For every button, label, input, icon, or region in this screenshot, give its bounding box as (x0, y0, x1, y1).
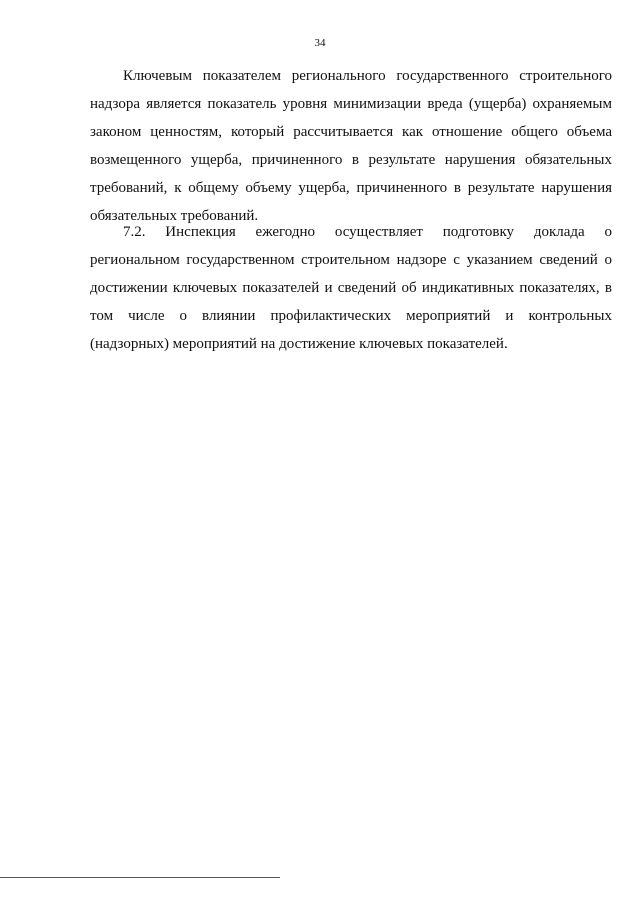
paragraph-line: обязательных требований. (90, 208, 259, 224)
paragraph-line: том числе о влиянии профилактических мероприятий и контрольных (90, 308, 612, 324)
paragraph-line: 7.2. Инспекция ежегодно осуществляет подготовку доклада о (123, 224, 612, 240)
paragraph-line: законом ценностям, который рассчитывается как отношение общего объема (90, 124, 612, 140)
paragraph-line: достижении ключевых показателей и сведений об индикативных показателях, в (90, 280, 612, 296)
paragraph-line: требований, к общему объему ущерба, причиненного в результате нарушения (90, 180, 612, 196)
paragraph-line: региональном государственном строительном надзоре с указанием сведений о (90, 252, 612, 268)
paragraph-line: надзора является показатель уровня минимизации вреда (ущерба) охраняемым (90, 96, 612, 112)
paragraph-line: Ключевым показателем регионального государственного строительного (123, 68, 612, 84)
paragraph-line: возмещенного ущерба, причиненного в результате нарушения обязательных (90, 152, 612, 168)
footer-rule (0, 877, 280, 878)
paragraph-line: (надзорных) мероприятий на достижение ключевых показателей. (90, 336, 508, 352)
page-number: 34 (314, 37, 326, 49)
